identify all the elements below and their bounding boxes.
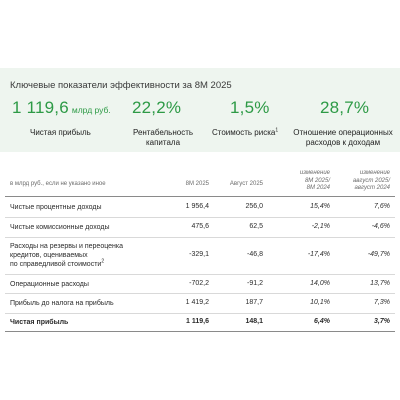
- cell-aug: 187,7: [245, 299, 263, 306]
- kpi-cir-label: [288, 128, 398, 148]
- table-caption: в млрд руб., если не указано иное: [10, 181, 106, 187]
- cell-8m: -702,2: [189, 280, 209, 287]
- cell-aug: 62,5: [249, 223, 263, 230]
- kpi-panel-title: Ключевые показатели эффективности за 8М 2025: [10, 80, 232, 91]
- footnote-marker: 2: [101, 258, 105, 265]
- kpi-net-profit-number: 1 119,6: [12, 98, 69, 117]
- cell-aug: 148,1: [245, 318, 263, 325]
- footnote-marker: 1: [275, 127, 279, 134]
- table-bottom-divider: [5, 331, 395, 332]
- kpi-roe-label: [118, 128, 208, 148]
- row-label-provisions-line1: Расходы на резервы и переоценка: [10, 243, 124, 250]
- cell-change-aug: 7,3%: [374, 299, 390, 306]
- row-label-net-fee-income: Чистые комиссионные доходы: [10, 224, 110, 231]
- col-header-change-8m: [300, 170, 330, 193]
- kpi-cir-label-line1: Отношение операционных: [293, 128, 393, 137]
- cell-8m: 475,6: [191, 223, 209, 230]
- kpi-cost-of-risk-label: [212, 128, 278, 138]
- row-divider: [5, 217, 395, 218]
- cell-change-8m: 14,0%: [310, 280, 330, 287]
- row-divider: [5, 237, 395, 238]
- cell-change-8m: 6,4%: [314, 318, 330, 325]
- cell-aug: -91,2: [247, 280, 263, 287]
- cell-8m: 1 956,4: [185, 203, 209, 210]
- row-label-profit-before-tax: Прибыль до налога на прибыль: [10, 300, 114, 307]
- cell-change-aug: -4,6%: [371, 223, 390, 230]
- col-header-8m: 8М 2025: [185, 181, 209, 187]
- cell-aug: 256,0: [245, 203, 263, 210]
- cell-change-8m: 10,1%: [310, 299, 330, 306]
- kpi-roe-label-line2: капитала: [145, 138, 181, 147]
- col-header-aug: Август 2025: [229, 181, 263, 187]
- cell-aug: -46,8: [247, 251, 263, 258]
- col-header-change-aug-line1: изменение: [359, 170, 390, 176]
- cell-8m: 1 119,6: [186, 318, 209, 325]
- cell-change-8m: -2,1%: [311, 223, 330, 230]
- cell-change-aug: -49,7%: [367, 251, 390, 258]
- row-label-net-interest-income: Чистые процентные доходы: [10, 204, 102, 211]
- row-label-provisions-line3-text: по справедливой стоимости: [10, 261, 102, 268]
- header-divider: [5, 196, 395, 197]
- col-header-change-aug: [353, 170, 390, 193]
- cell-change-8m: -17,4%: [307, 251, 330, 258]
- cell-change-aug: 13,7%: [370, 280, 390, 287]
- col-header-change-aug-line3: август 2024: [354, 185, 390, 191]
- col-header-change-aug-line2: август 2025/: [352, 177, 390, 184]
- col-header-change-8m-line3: 8М 2024: [306, 185, 330, 191]
- kpi-net-profit-label: Чистая прибыль: [30, 128, 91, 137]
- cell-8m: -329,1: [189, 251, 209, 258]
- kpi-roe-label-line1: Рентабельность: [132, 128, 194, 137]
- row-label-operating-expenses: Операционные расходы: [10, 281, 89, 288]
- col-header-change-8m-line2: 8М 2025/: [304, 177, 330, 184]
- kpi-net-profit-value: [12, 98, 111, 118]
- kpi-net-profit-unit: млрд руб.: [71, 105, 111, 115]
- kpi-cir-value: 28,7%: [320, 98, 370, 117]
- row-label-provisions: [10, 242, 123, 269]
- col-header-change-8m-line1: изменение: [299, 170, 330, 176]
- kpi-cost-of-risk-value: 1,5%: [230, 98, 270, 117]
- row-label-net-profit: Чистая прибыль: [10, 319, 69, 326]
- row-label-provisions-line3: [10, 260, 123, 269]
- row-divider: [5, 293, 395, 294]
- row-divider: [5, 274, 395, 275]
- kpi-roe-value: 22,2%: [132, 98, 182, 117]
- kpi-cir-label-line2: расходов к доходам: [305, 138, 381, 147]
- cell-change-aug: 3,7%: [374, 318, 390, 325]
- cell-change-8m: 15,4%: [310, 203, 330, 210]
- kpi-cost-of-risk-label-text: Стоимость риска: [212, 128, 276, 137]
- cell-8m: 1 419,2: [185, 299, 209, 306]
- row-divider: [5, 313, 395, 314]
- cell-change-aug: 7,6%: [374, 203, 390, 210]
- row-label-provisions-line2: кредитов, оцениваемых: [10, 252, 88, 259]
